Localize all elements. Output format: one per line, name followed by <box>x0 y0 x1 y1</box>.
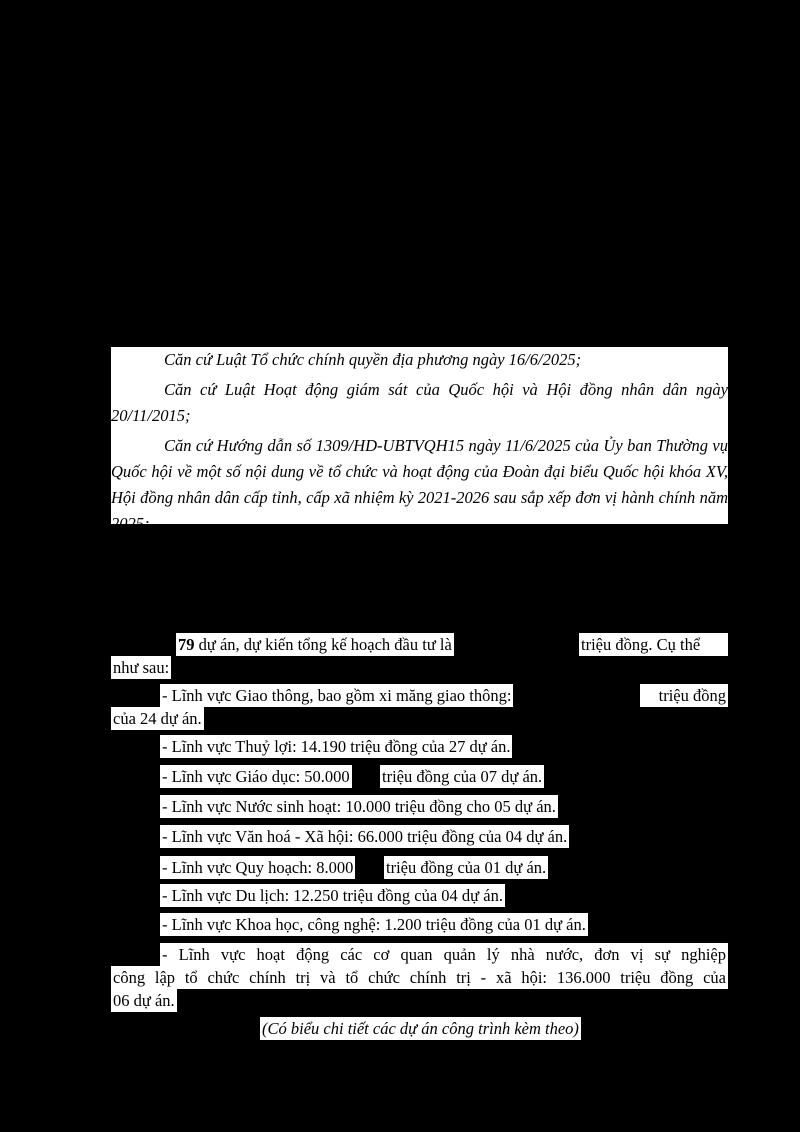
caption: (Có biểu chi tiết các dự án công trình kèm theo) <box>262 1019 579 1038</box>
item-giao-thong-count: của 24 dự án. <box>113 709 202 728</box>
summary-text-1: dự án, dự kiến tổng kế hoạch đầu tư là <box>194 635 452 654</box>
summary-line <box>176 633 454 656</box>
item-giao-duc: - Lĩnh vực Giáo dục: 50.000 <box>162 767 350 786</box>
preamble-block <box>111 347 728 533</box>
item-du-lich: - Lĩnh vực Du lịch: 12.250 triệu đồng của 04 dự án. <box>162 886 503 905</box>
item-hoat-dong-1: - Lĩnh vực hoạt động các cơ quan quản lý nhà nước, đơn vị sự nghiệp <box>162 945 726 964</box>
item-giao-thong-unit: triệu đồng <box>640 684 728 707</box>
item-nuoc: - Lĩnh vực Nước sinh hoạt: 10.000 triệu đồng cho 05 dự án. <box>162 797 556 816</box>
item-hoat-dong-2: công lập tổ chức chính trị và tổ chức chính trị - xã hội: 136.000 triệu đồng của <box>113 968 726 987</box>
item-khoa-hoc: - Lĩnh vực Khoa học, công nghệ: 1.200 triệu đồng của 01 dự án. <box>162 915 586 934</box>
item-quy-hoach-tail: triệu đồng của 01 dự án. <box>386 858 547 877</box>
item-thuy-loi: - Lĩnh vực Thuỷ lợi: 14.190 triệu đồng của 27 dự án. <box>162 737 511 756</box>
preamble-line: Căn cứ Luật Hoạt động giám sát của Quốc hội và Hội đồng nhân dân ngày 20/11/2015; <box>111 380 728 425</box>
item-quy-hoach: - Lĩnh vực Quy hoạch: 8.000 <box>162 858 354 877</box>
item-giao-duc-tail: triệu đồng của 07 dự án. <box>382 767 543 786</box>
item-giao-thong: - Lĩnh vực Giao thông, bao gồm xi măng giao thông: <box>162 686 512 705</box>
project-count: 79 <box>178 635 195 654</box>
item-hoat-dong-3: 06 dự án. <box>113 991 175 1010</box>
summary-text-3: như sau: <box>113 658 170 677</box>
preamble-line: Căn cứ Hướng dẫn số 1309/HD-UBTVQH15 ngày 11/6/2025 của Ủy ban Thường vụ Quốc hội về một số nội dung về tổ chức và hoạt động của Đoàn đại biểu Quốc hội khóa XV, Hội đồng nhân dân cấp tỉnh, cấp xã nhiệm kỳ 2021-2026 sau sắp xếp đơn vị hành chính năm 2025; <box>111 436 728 533</box>
summary-text-2: triệu đồng. Cụ thể <box>579 633 728 656</box>
preamble-line: Căn cứ Luật Tổ chức chính quyền địa phương ngày 16/6/2025; <box>164 350 582 369</box>
item-van-hoa: - Lĩnh vực Văn hoá - Xã hội: 66.000 triệu đồng của 04 dự án. <box>162 827 568 846</box>
